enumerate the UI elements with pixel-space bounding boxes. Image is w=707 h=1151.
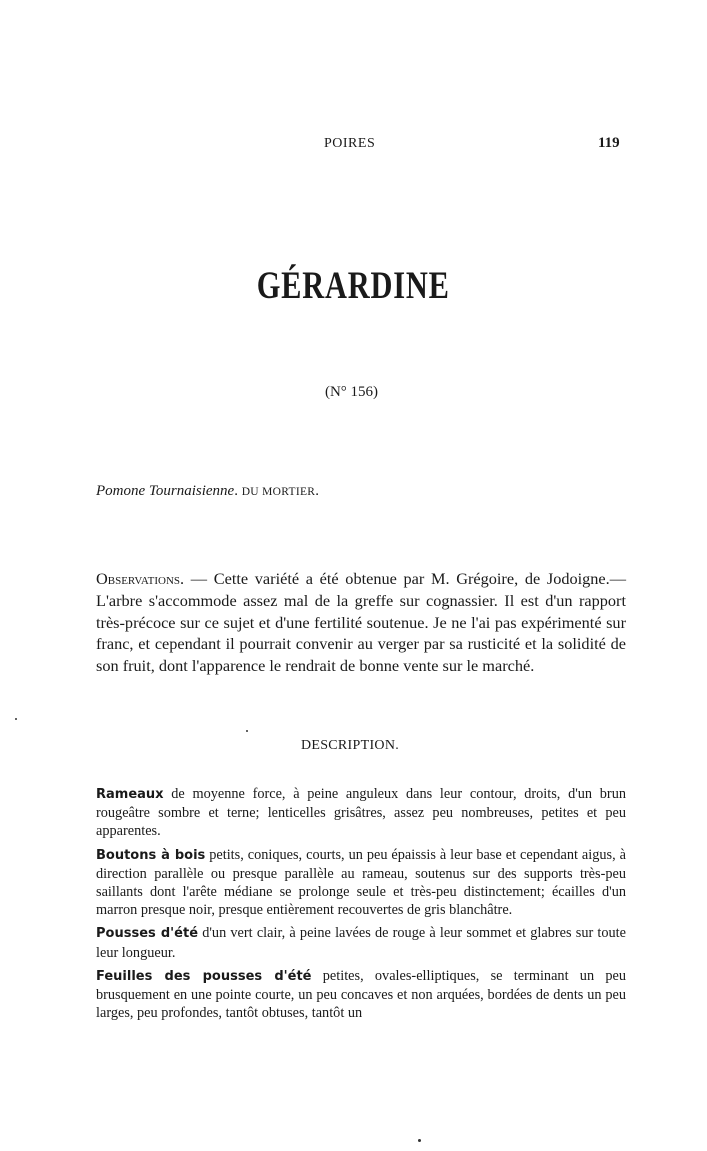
- description-entry: [96, 846, 626, 920]
- page-number: 119: [598, 135, 620, 151]
- paper-speck: [246, 730, 248, 732]
- paper-speck: [15, 718, 17, 720]
- synonym-author: DU MORTIER: [241, 486, 316, 498]
- observations-paragraph: [96, 568, 626, 677]
- observations-text: — Cette variété a été obtenue par M. Grégoire, de Jodoigne.— L'arbre s'accommode assez mal de la greffe sur cognassier. Il est d'un rapport très-précoce sur ce sujet et d'une fertilité soutenue. Je ne l'ai pas expérimenté sur franc, et cependant il pourrait convenir au verger par sa rusticité et la solidité de son fruit, dont l'apparence le rendrait de bonne vente sur le marché.: [96, 569, 626, 676]
- entry-text: petits, coniques, courts, un peu épaissis à leur base et cependant aigus, à direction parallèle ou presque parallèle au rameau, soutenus sur des supports très-peu saillants dont l'arête médiane se prolonge seule et très-peu distinctement; écailles d'un marron presque noir, presque entièrement recouvertes de gris blanchâtre.: [96, 846, 626, 919]
- entry-term: Rameaux: [96, 787, 164, 802]
- paper-speck: [418, 1139, 421, 1142]
- description-entry: [96, 924, 626, 961]
- entry-text: d'un vert clair, à peine lavées de rouge à leur sommet et glabres sur toute leur longueur.: [96, 925, 626, 961]
- description-heading: DESCRIPTION.: [300, 738, 400, 753]
- page-title: GÉRARDINE: [256, 264, 450, 307]
- observations-label: Observations.: [96, 569, 185, 588]
- synonym-work: Pomone Tournaisienne: [96, 483, 235, 499]
- entry-text: petites, ovales-elliptiques, se terminant un peu brusquement en une pointe courte, un peu concaves et non arquées, bordées de dents un peu larges, peu profondes, tantôt obtuses, tantôt un: [96, 967, 626, 1022]
- entry-text: de moyenne force, à peine anguleux dans leur contour, droits, d'un brun rougeâtre sombre et terne; lenticelles grisâtres, assez peu nombreuses, petites et peu apparentes.: [96, 786, 626, 840]
- entry-term: Boutons à bois: [96, 847, 206, 863]
- running-head: POIRES: [324, 136, 376, 151]
- description-body: [96, 785, 626, 1027]
- description-entry: [96, 967, 626, 1023]
- synonym-reference: Pomone Tournaisienne. DU MORTIER.: [96, 483, 319, 499]
- entry-term: Feuilles des pousses d'été: [96, 968, 312, 984]
- description-entry: [96, 785, 626, 841]
- entry-term: Pousses d'été: [96, 926, 199, 942]
- variety-number: (N° 156): [324, 384, 379, 400]
